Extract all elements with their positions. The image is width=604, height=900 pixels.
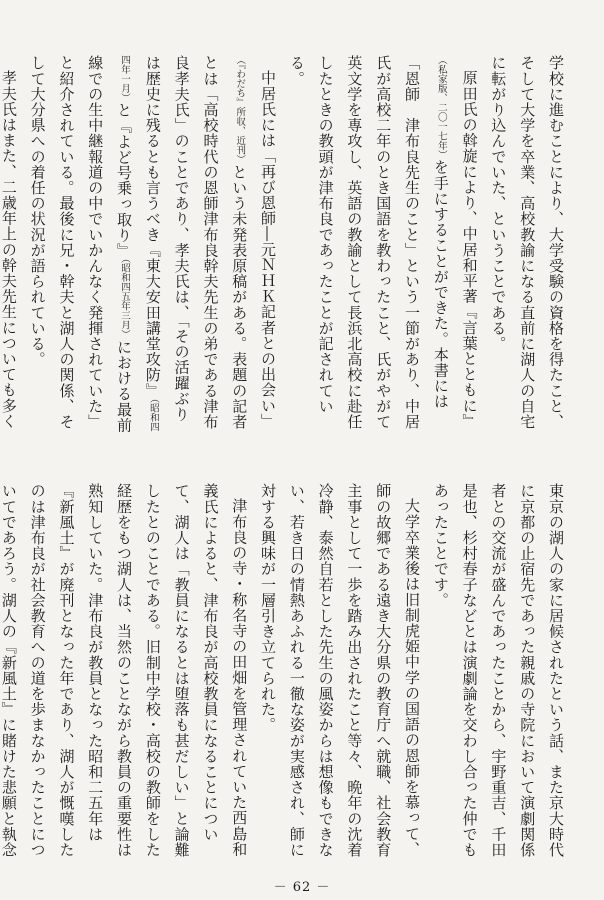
paragraph: 孝夫氏はまた、二歳年上の幹夫先生についても多く <box>0 70 18 429</box>
text-run: 原田氏の斡旋により、中居和平著『言葉とともに』 <box>460 70 479 429</box>
annotation: （私家版、二〇一七年） <box>435 55 447 160</box>
text-run: 中居氏には「再び恩師―元ＮＨＫ記者との出会い」 <box>259 70 278 429</box>
text-run: における最前線での生中継報道の中でいかんなく発揮されていた」と紹介されている。最後に兄・幹夫と湖人の関係、そして大分県への着任の状況が語られている。 <box>28 55 134 433</box>
annotation: （昭和四五年三月） <box>119 258 131 340</box>
paragraph <box>23 55 282 435</box>
paragraph: 津布良の寺・称名寺の田畑を管理されていた西島和義氏によると、津布良が高校教員になることについて、湖人は「教員になるとは堕落も甚だしい」と論難したとのことである。旧制中学校・高校の教師をした経歴をもつ湖人は、当然のことながら教員の重要性は熟知していた。津布良が教員となった昭和二五年は『新風土』が廃刊となった年であり、湖人が慨嘆したのは津布良が社会教育への道を歩まなかったことについてであろう。湖人の『新風土』に賭けた悲願と執念 <box>0 483 249 858</box>
text-run: を手にすることができた。本書には「恩師 津布良先生のこと」という一節があり、中居氏が高校二年のとき国語を教わったこと、氏がやがて英文学を専攻し、英語の教諭として長浜北高校に赴任したときの教頭が津布良であったことが記されている。 <box>287 55 450 430</box>
upper-text-block <box>0 55 570 435</box>
page-number: － 62 － <box>273 880 331 895</box>
text-run: という未発表原稿がある。表題の記者とは「高校時代の恩師津布良幹夫先生の弟である津布良孝夫氏」のことであり、孝夫氏は、「その活躍ぶりは歴史に残るとも言うべき『東大安田講堂攻防』 <box>143 55 249 430</box>
paragraph: 学校に進むことにより、大学受験の資格を得たこと、そして大学を卒業、高校教諭になる直前に湖人の自宅に転がり込んでいた、ということである。 <box>489 55 565 430</box>
paragraph: 大学卒業後は旧制虎姫中学の国語の恩師を慕って、師の故郷である遠き大分県の教育庁へ就職、社会教育主事として一歩を踏み出されたこと等々、晩年の沈着冷静、泰然自若とした先生の風姿からは想像もできない、若き日の情熱あふれる一徹な姿が実感され、師に対する興味が一層引き立てられた。 <box>259 483 422 858</box>
paragraph: 東京の湖人の家に居候されたという話、また京大時代に京都の止宿先であった親戚の寺院において演劇関係者との交流が盛んであったことから、宇野重吉、千田是也、杉村春子などとは演劇論を交わし合った仲でもあったことです。 <box>431 483 565 858</box>
annotation: （昭和四四年一月） <box>119 55 159 432</box>
text-run: と『よど号乗っ取り』 <box>115 102 134 259</box>
lower-text-block <box>0 483 570 861</box>
paragraph <box>282 55 484 435</box>
annotation: （『わだち』所収、近刊） <box>234 55 246 165</box>
